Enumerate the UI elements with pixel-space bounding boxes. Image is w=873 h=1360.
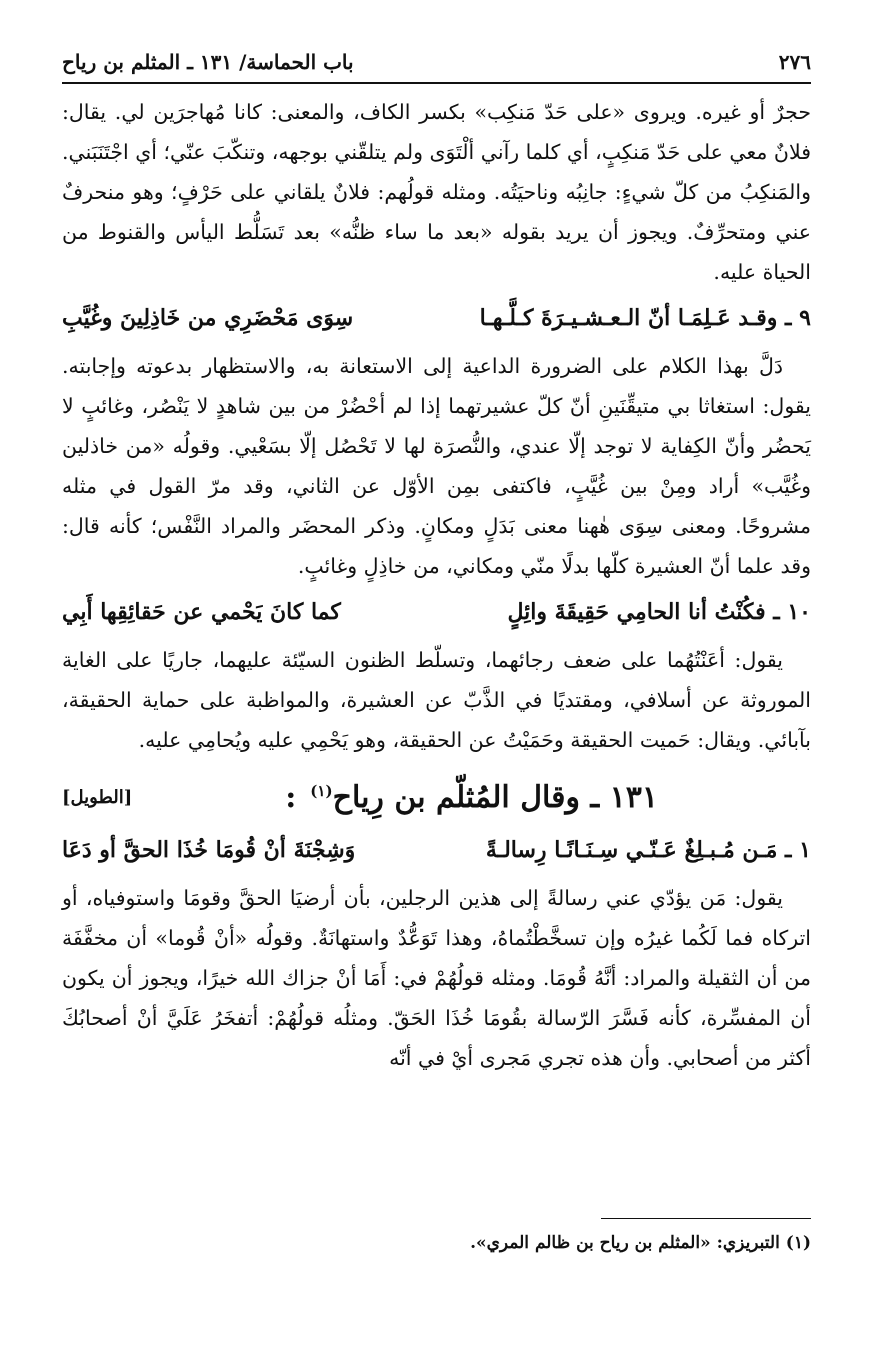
- paragraph: يقول: مَن يؤدّي عني رسالةً إلى هذين الرجلين، بأن أرضيَا الحقَّ وقومَا واستوفياه، أو اتركاه فما لَكُما غيرُه وإن تسخَّطْتُماهُ، وهذا تَوَعُّدٌ واستهانَةٌ. وقولُه «أنْ قُوما» أن مخفَّفَة من أن الثقيلة والمراد: أنَّهُ قُومَا. ومثله قولُهُمْ في: أَمَا أنْ جزاك الله خيرًا، ويجوز أن يكون أن المفسِّرة، كأنه فَسَّرَ الرّسالة بقُومَا خُذَا الحَقّ. ومثلُه قولُهُمْ: أتفخَرُ عَلَيَّ أنْ أصحابُكَ أكثر من أصحابي. وأن هذه تجري مَجرى أيْ في أنّه: [62, 886, 811, 1070]
- verse-line: [62, 296, 811, 340]
- verse-first-hemistich: ١٠ ـ فكُنْتُ أنا الحامِي حَقِيقَةَ وائِلٍ: [507, 599, 811, 625]
- section-heading: [62, 770, 811, 824]
- paragraph: يقول: أعَنْتُهُما على ضعف رجائهما، وتسلّط الظنون السيّئة عليهما، جاريًا على الغاية الموروثة عن أسلافي، ومقتديًا في الذَّبّ عن العشيرة، والمواظبة على حماية الحقيقة، بآبائي. ويقال: حَميت الحقيقة وحَمَيْتُ عن الحقيقة، وهو يَحْمِي عليه ويُحامِي عليه.: [62, 648, 811, 752]
- verse-first-hemistich: ١ ـ مَـن مُـبـلِغٌ عَـنّـي سِـنَـانًـا رِسالـةً: [485, 837, 811, 863]
- header-rule: [62, 82, 811, 84]
- footnote-reference: (١): [310, 781, 333, 800]
- running-header: [62, 44, 811, 80]
- verse-first-hemistich: ٩ ـ وقـد عَـلِمَـا أنّ الـعـشـيـرَةَ كـلَّـهـا: [479, 305, 811, 331]
- section-title: [132, 780, 811, 815]
- running-title: باب الحماسة/ ١٣١ ـ المثلم بن رياح: [62, 50, 354, 74]
- main-text: [62, 92, 811, 1078]
- verse-second-hemistich: سِوَى مَحْضَرِي من خَاذِلِينَ وغُيَّبِ: [62, 305, 354, 331]
- verse-second-hemistich: وَشِجْنَةَ أنْ قُومَا خُذَا الحقَّ أو دَعَا: [62, 837, 356, 863]
- verse-second-hemistich: كما كانَ يَحْمي عن حَقائِقِها أَبِي: [62, 599, 341, 625]
- paragraph: دَلَّ بهذا الكلام على الضرورة الداعية إلى الاستعانة به، والاستظهار بدعوته وإجابته. يقول: استغاثا بي متيقِّنَينِ أنّ كلّ عشيرتهما إذا لم أحْضُرْ من بين شاهدٍ لا يَنْصُر، وغائبٍ لا يَحضُر وأنّ الكِفاية لا توجد إلّا عندي، والنُّصرَة لها لا تَحْصُل إلّا بسَعْيي. وقولُه «من خاذلين وغُيَّب» أراد ومِنْ بين غُيَّبٍ، فاكتفى بمِن الأوّل عن الثاني، وقد مرّ القول في مثله مشروحًا. ومعنى سِوَى هٰهنا معنى بَدَلٍ ومكانٍ. وذكر المحضَر والمراد النَّفْس؛ كأنه قال: وقد علما أنّ العشيرة كلّها بدلًا منّي ومكاني، من خاذِلٍ وغائبٍ.: [62, 354, 811, 578]
- footnote-rule: [601, 1218, 811, 1219]
- footnote: (١) التبريزي: «المثلم بن رياح بن ظالم المري».: [470, 1233, 811, 1253]
- verse-line: [62, 828, 811, 872]
- section-title-colon: :: [285, 779, 297, 815]
- verse-line: [62, 590, 811, 634]
- section-title-text: ١٣١ ـ وقال المُثلّم بن رِياح: [332, 779, 658, 815]
- paragraph: حجرٌ أو غيره. ويروى «على حَدّ مَنكِب» بكسر الكاف، والمعنى: كانا مُهاجرَين لي. يقال: فلانٌ معي على حَدّ مَنكِبٍ، أي كلما رآني ألْتَوَى ولم يتلقّني بوجهه، وتنكّبَ عنّي؛ أي اجْتَنَبَني. والمَنكِبُ من كلّ شيءٍ: جانِبُه وناحيَتُه. ومثله قولُهم: فلانٌ يلقاني على حَرْفٍ؛ وهو منحرفٌ عني ومتحرِّفٌ. ويجوز أن يريد بقوله «بعد ما ساء ظنُّه» بعد تَسَلُّط اليأس والقنوط من الحياة عليه.: [62, 100, 811, 284]
- meter-label: [الطويل]: [62, 786, 133, 808]
- page-number: ٢٧٦: [778, 50, 811, 74]
